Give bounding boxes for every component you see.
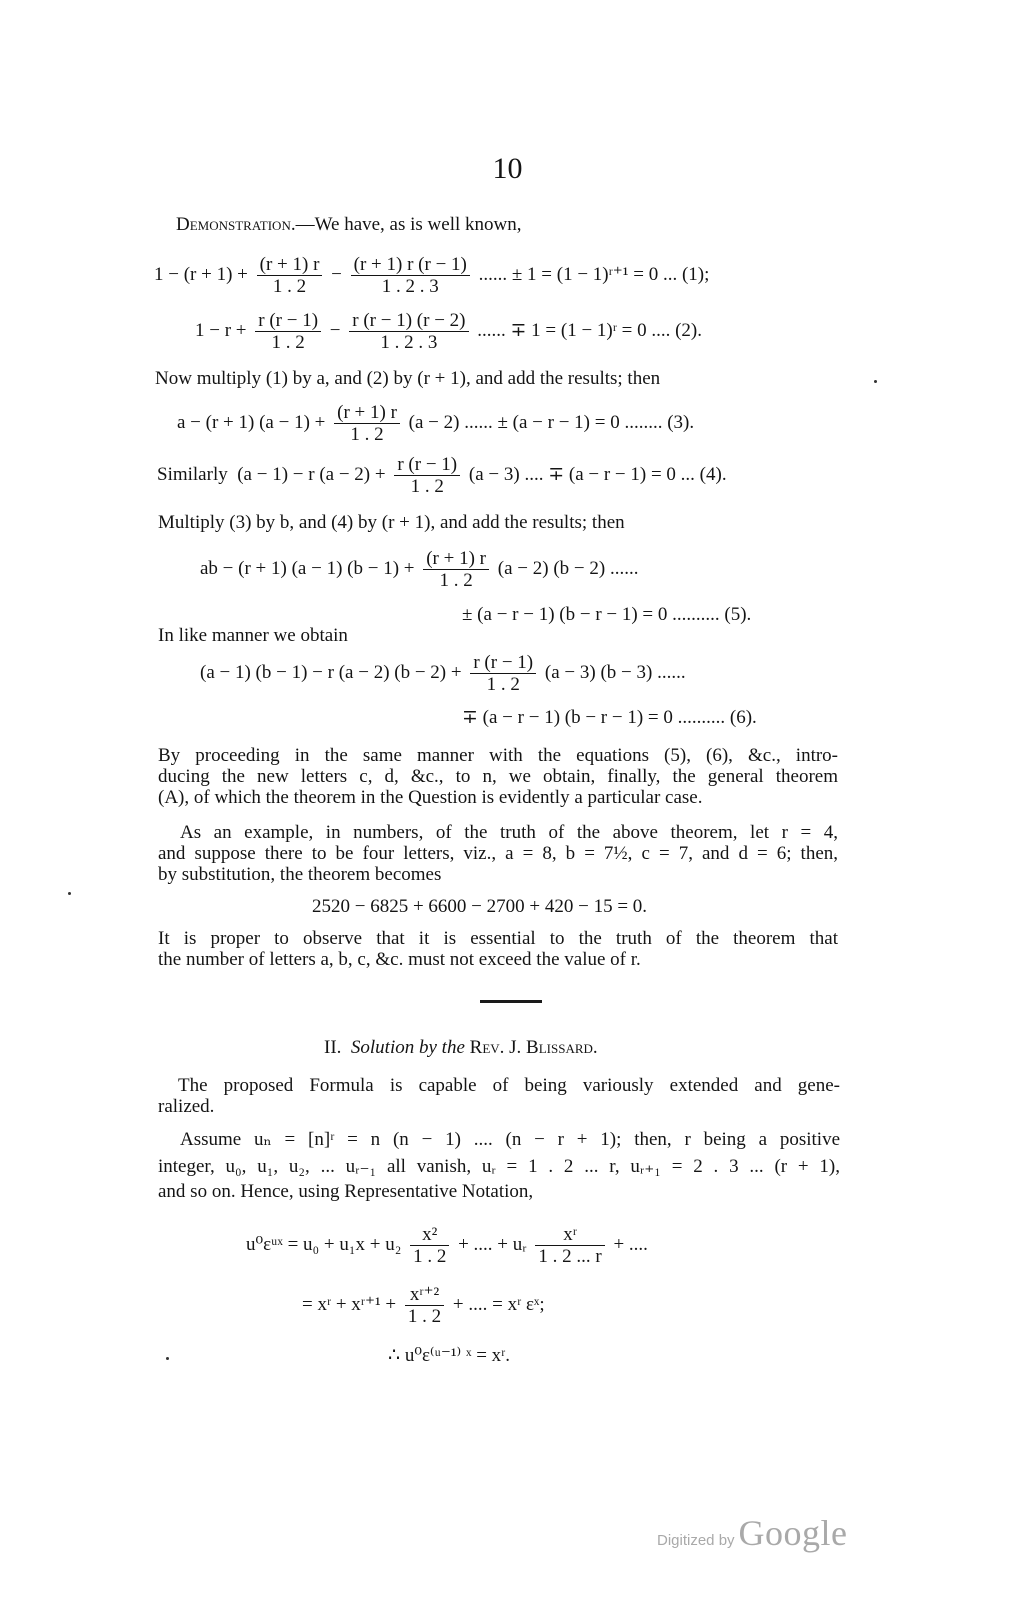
scan-speck [874,380,877,383]
paragraph-assume-line-3: and so on. Hence, using Representative Notation, [158,1181,534,1202]
equation-1 [154,254,709,297]
eq8-f-den: 1 . 2 [407,1306,442,1327]
eq4-f-den: 1 . 2 [410,476,444,497]
eq6-tail: (a − 3) (b − 3) ...... [544,661,686,683]
equation-2 [195,310,702,353]
page-number: 10 [492,152,523,185]
numeric-equation: 2520 − 6825 + 6600 − 2700 + 420 − 15 = 0. [312,896,648,917]
section-heading [324,1037,598,1059]
eq7-fraction-2 [535,1224,604,1267]
paragraph-example-line-1: As an example, in numbers, of the truth of the above theorem, let r = 4, [180,822,838,843]
eq5-f-num: (r + 1) r [423,548,489,570]
section-author: Rev. J. Blissard. [469,1037,598,1058]
paragraph-assume-line-2: integer, u₀, u₁, u₂, ... uᵣ₋₁ all vanish, uᵣ = 1 . 2 ... r, uᵣ₊₁ = 2 . 3 ... (r + 1), [158,1156,840,1177]
eq1-minus: − [331,263,342,285]
section-numeral: II. [324,1037,342,1058]
watermark-small: Digitized by [657,1532,735,1549]
eq1-fraction-1 [257,254,323,297]
eq1-f1-num: (r + 1) r [257,254,323,276]
eq1-fraction-2 [351,254,470,297]
equation-7 [246,1224,648,1267]
section-heading-text: Solution by the [350,1037,465,1058]
eq6-f-den: 1 . 2 [486,674,520,695]
eq7-mid: + .... + uᵣ [458,1233,527,1255]
demonstration-label: Demonstration. [176,214,296,235]
eq8-f-num: xʳ⁺² [405,1284,444,1306]
paragraph-like-manner: In like manner we obtain [158,625,348,646]
scan-speck [68,892,71,895]
paragraph-example-line-2: and suppose there to be four letters, viz., a = 8, b = 7½, c = 7, and d = 6; then, [158,843,838,864]
equation-8 [302,1284,545,1327]
eq2-f2-num: r (r − 1) (r − 2) [349,310,468,332]
eq1-f2-num: (r + 1) r (r − 1) [351,254,470,276]
equation-4 [157,454,727,497]
paragraph-example-line-3: by substitution, the theorem becomes [158,864,442,885]
eq4-f-num: r (r − 1) [394,454,460,476]
eq5-fraction [423,548,489,591]
demonstration-text: —We have, as is well known, [295,214,522,235]
equation-3 [177,402,694,445]
eq2-minus: − [329,319,341,341]
watermark-big: Google [738,1513,848,1553]
eq6-fraction [470,652,536,695]
eq6-lead: (a − 1) (b − 1) − r (a − 2) (b − 2) + [200,661,462,683]
paragraph-multiply-2: Multiply (3) by b, and (4) by (r + 1), and add the results; then [158,512,625,533]
eq8-tail: + .... = xʳ εˣ; [452,1293,545,1315]
eq2-lead: 1 − r + [195,319,247,341]
paragraph-proceeding-line-1: By proceeding in the same manner with the equations (5), (6), &c., intro- [158,745,838,766]
eq2-f2-den: 1 . 2 . 3 [380,332,438,353]
eq7-f1-den: 1 . 2 [413,1246,447,1267]
equation-5 [200,548,638,591]
eq1-f1-den: 1 . 2 [272,276,307,297]
eq1-tail: ...... ± 1 = (1 − 1)ʳ⁺¹ = 0 ... (1); [478,263,710,285]
eq8-fraction [405,1284,444,1327]
section-divider [480,1000,542,1003]
eq3-tail: (a − 2) ...... ± (a − r − 1) = 0 ........ (3). [408,411,695,433]
paragraph-proper-line-1: It is proper to observe that it is essential to the truth of the theorem that [158,928,838,949]
paragraph-proposed-line-2: ralized. [158,1096,215,1117]
paragraph-proper-line-2: the number of letters a, b, c, &c. must not exceed the value of r. [158,949,641,970]
eq3-f-num: (r + 1) r [334,402,400,424]
eq7-tail: + .... [613,1233,648,1255]
eq3-fraction [334,402,400,445]
eq2-fraction-2 [349,310,468,353]
eq3-f-den: 1 . 2 [350,424,384,445]
eq5-tail: (a − 2) (b − 2) ...... [497,557,639,579]
eq2-tail: ...... ∓ 1 = (1 − 1)ʳ = 0 .... (2). [477,319,703,341]
paragraph-multiply-1: Now multiply (1) by a, and (2) by (r + 1), and add the results; then [155,368,661,389]
paragraph-proceeding-line-2: ducing the new letters c, d, &c., to n, we obtain, finally, the general theorem [158,766,838,787]
eq2-fraction-1 [255,310,321,353]
eq4-word: Similarly [157,463,228,485]
eq7-lead: u⁰εᵘˣ = u₀ + u₁x + u₂ [246,1233,402,1255]
digitized-by-google-watermark [657,1512,848,1554]
eq4-tail: (a − 3) .... ∓ (a − r − 1) = 0 ... (4). [468,463,727,485]
eq7-f2-num: xʳ [535,1224,604,1246]
eq4-lead: (a − 1) − r (a − 2) + [237,463,386,485]
eq6-f-num: r (r − 1) [470,652,536,674]
paragraph-assume-line-1: Assume uₙ = [n]ʳ = n (n − 1) .... (n − r + 1); then, r being a positive [180,1129,840,1150]
eq1-f2-den: 1 . 2 . 3 [381,276,439,297]
scan-speck [166,1357,169,1360]
eq7-f1-num: x² [410,1224,449,1246]
equation-6-line-2: ∓ (a − r − 1) (b − r − 1) = 0 .......... (6). [462,707,757,728]
equation-9: ∴ u⁰ε⁽ᵘ⁻¹⁾ ˣ = xʳ. [388,1345,511,1366]
eq3-lead: a − (r + 1) (a − 1) + [177,411,326,433]
demonstration-line [176,214,522,236]
eq5-lead: ab − (r + 1) (a − 1) (b − 1) + [200,557,415,579]
eq2-f1-num: r (r − 1) [255,310,321,332]
paragraph-proposed-line-1: The proposed Formula is capable of being variously extended and gene- [178,1075,840,1096]
eq8-lead: = xʳ + xʳ⁺¹ + [302,1293,397,1315]
eq7-f2-den: 1 . 2 ... r [538,1246,602,1267]
equation-5-line-2: ± (a − r − 1) (b − r − 1) = 0 .......... (5). [462,604,752,625]
eq4-fraction [394,454,460,497]
eq1-lead: 1 − (r + 1) + [154,263,248,285]
eq2-f1-den: 1 . 2 [271,332,305,353]
eq7-fraction-1 [410,1224,449,1267]
eq5-f-den: 1 . 2 [439,570,473,591]
paragraph-proceeding-line-3: (A), of which the theorem in the Question is evidently a particular case. [158,787,703,808]
equation-6 [200,652,686,695]
